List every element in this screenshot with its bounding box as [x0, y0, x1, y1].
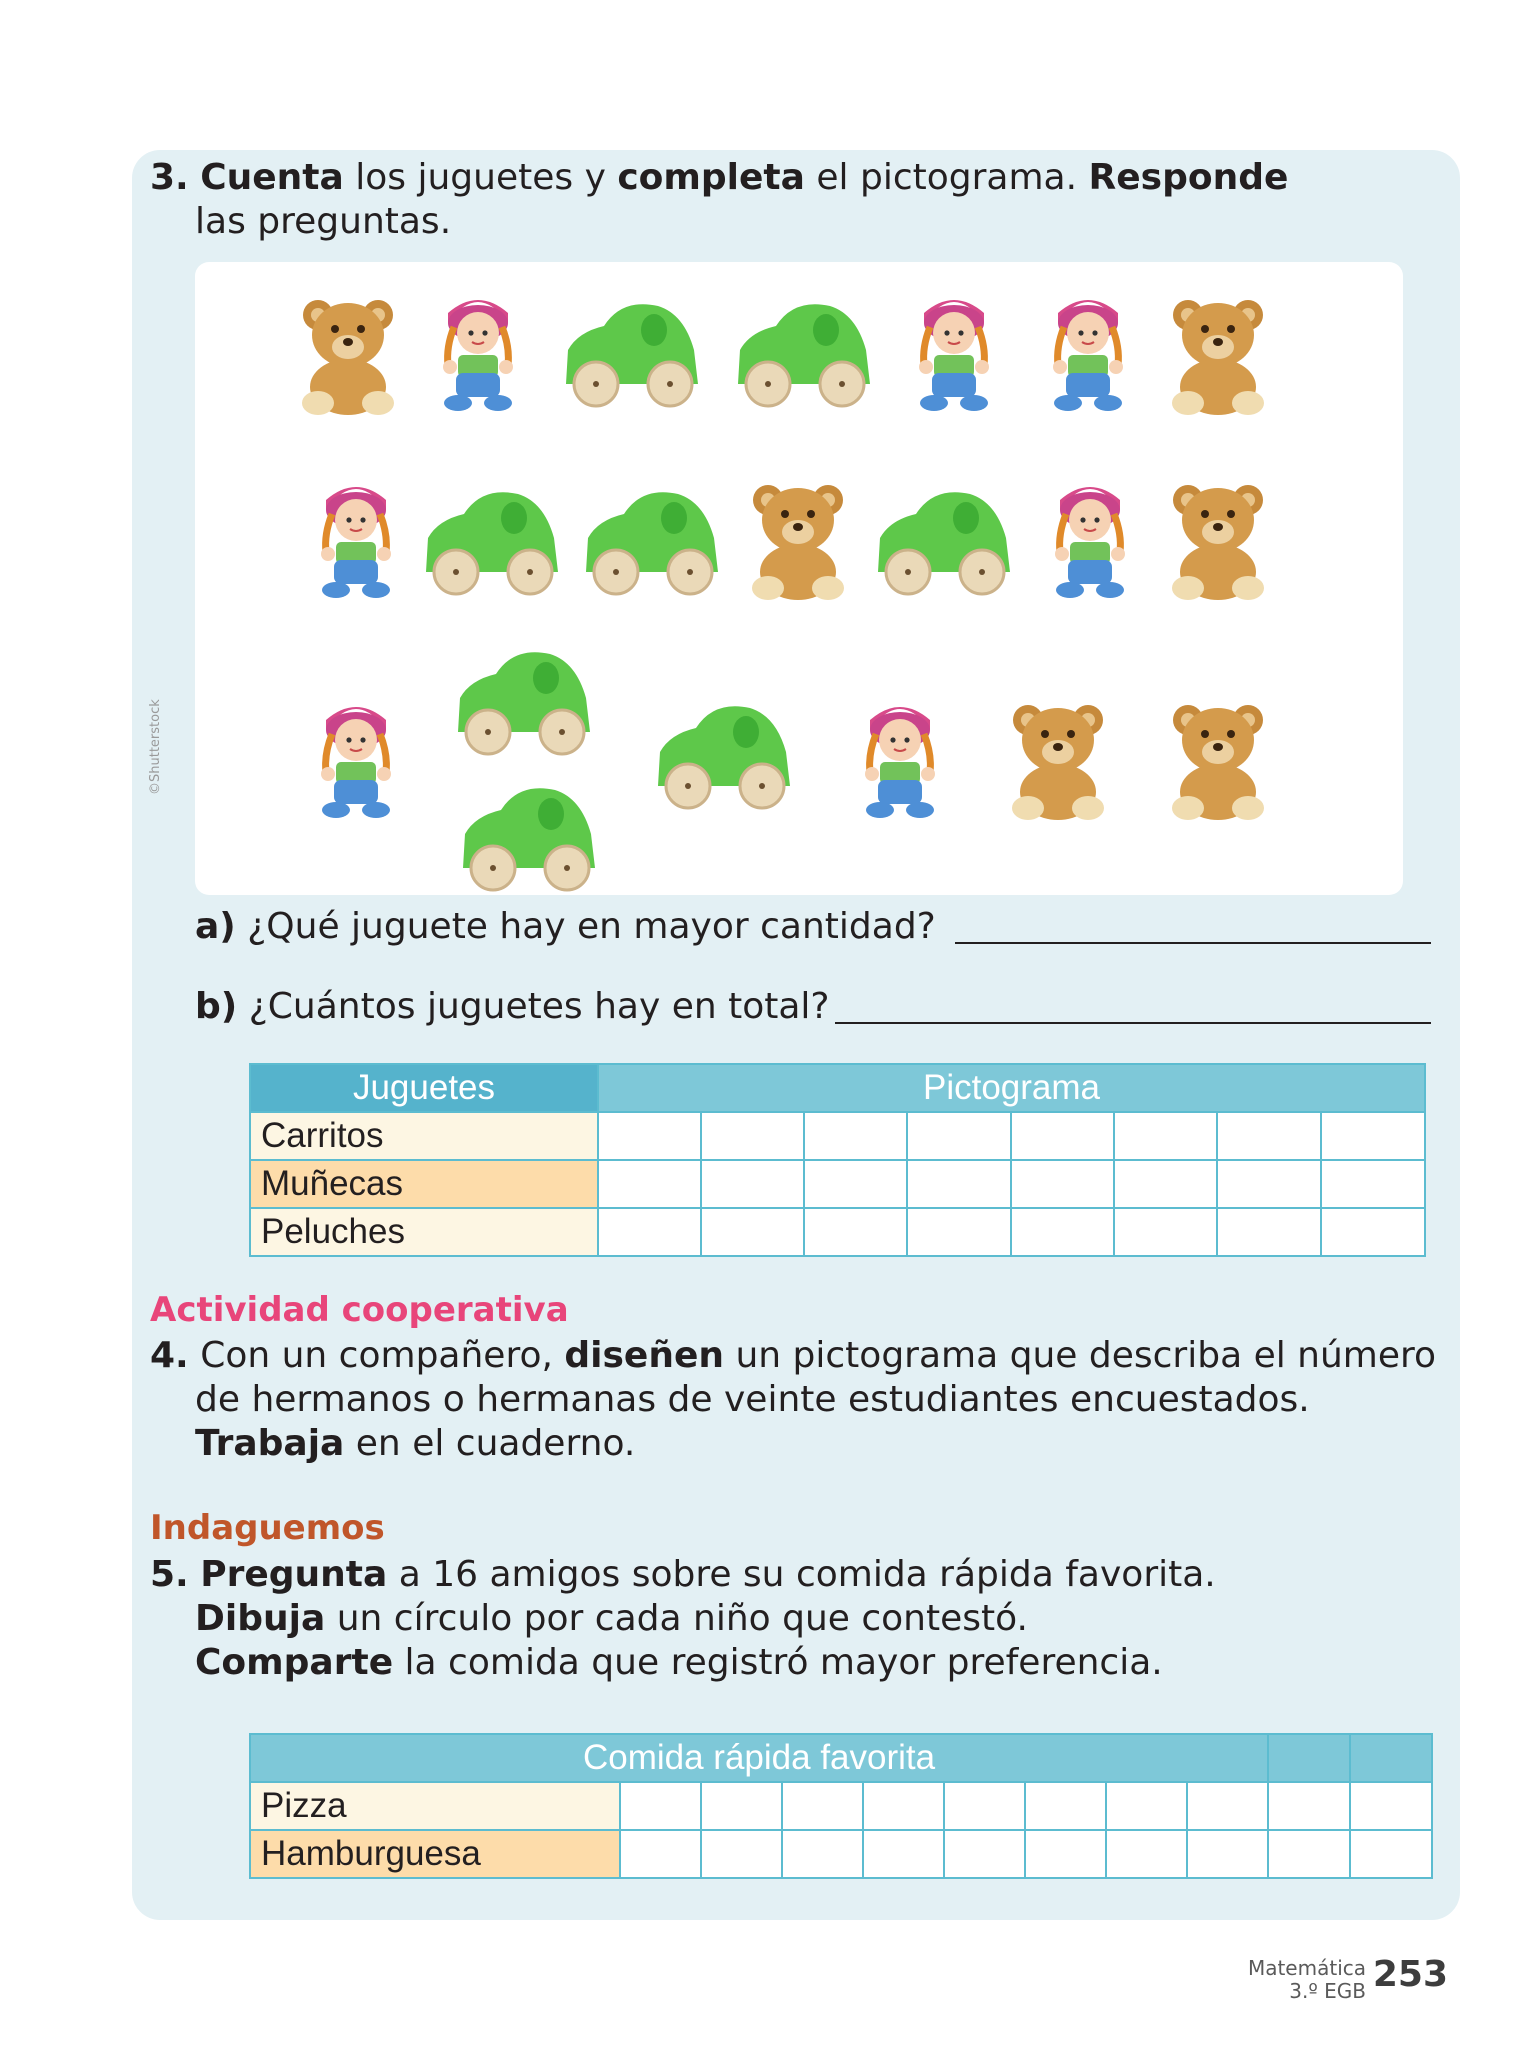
tally-cell[interactable] — [944, 1782, 1025, 1830]
teddy-bear-icon — [1158, 285, 1278, 417]
doll-icon — [840, 690, 960, 822]
header-pictogram: Pictograma — [598, 1064, 1425, 1112]
answer-b-line[interactable] — [835, 1022, 1431, 1024]
tally-cell[interactable] — [620, 1782, 701, 1830]
table-row — [250, 1782, 1432, 1830]
pictogram-cell[interactable] — [1321, 1160, 1425, 1208]
footer-grade: 3.º EGB — [1289, 1979, 1366, 2003]
exercise-4-line-2: de hermanos o hermanas de veinte estudiantes encuestados. — [195, 1379, 1310, 1420]
text: la comida que registró mayor preferencia. — [393, 1642, 1163, 1683]
tally-cell[interactable] — [620, 1830, 701, 1878]
tally-cell[interactable] — [782, 1830, 863, 1878]
doll-icon — [1028, 283, 1148, 415]
pictogram-cell[interactable] — [1217, 1160, 1321, 1208]
question-a-label: a) — [195, 906, 236, 947]
pictogram-cell[interactable] — [804, 1208, 907, 1256]
text: en el cuaderno. — [344, 1423, 636, 1464]
text: a 16 amigos sobre su comida rápida favorita. — [387, 1554, 1216, 1595]
exercise-4-line-3 — [195, 1422, 635, 1466]
tally-cell[interactable] — [1350, 1782, 1432, 1830]
page-number: 253 — [1372, 1954, 1448, 1995]
text: el pictograma. — [804, 157, 1089, 198]
toy-car-icon — [455, 772, 603, 894]
exercise-number: 5. — [150, 1554, 189, 1595]
doll-icon — [296, 470, 416, 602]
teddy-bear-icon — [288, 285, 408, 417]
teddy-bear-icon — [738, 470, 858, 602]
answer-a-line[interactable] — [955, 942, 1431, 944]
exercise-5-line-3 — [195, 1641, 1163, 1685]
table-row — [250, 1112, 1425, 1160]
doll-icon — [894, 283, 1014, 415]
toy-car-icon — [418, 476, 566, 598]
tally-cell[interactable] — [1025, 1782, 1106, 1830]
pictogram-cell[interactable] — [1217, 1208, 1321, 1256]
row-label-pizza: Pizza — [250, 1782, 620, 1830]
tally-cell[interactable] — [1106, 1830, 1187, 1878]
pictogram-cell[interactable] — [598, 1208, 701, 1256]
doll-icon — [418, 283, 538, 415]
pictogram-cell[interactable] — [1114, 1208, 1217, 1256]
question-b-text: ¿Cuántos juguetes hay en total? — [248, 986, 830, 1027]
tally-cell[interactable] — [782, 1782, 863, 1830]
pictogram-cell[interactable] — [1114, 1160, 1217, 1208]
text: Con un compañero, — [200, 1335, 565, 1376]
exercise-number: 4. — [150, 1335, 189, 1376]
verb-count: Cuenta — [200, 157, 344, 198]
pictogram-cell[interactable] — [598, 1112, 701, 1160]
exercise-number: 3. — [150, 157, 189, 198]
pictogram-cell[interactable] — [804, 1160, 907, 1208]
indaguemos-title: Indaguemos — [150, 1508, 385, 1548]
question-b — [195, 985, 830, 1029]
tally-cell[interactable] — [1106, 1782, 1187, 1830]
row-label-cars: Carritos — [250, 1112, 598, 1160]
pictogram-cell[interactable] — [1011, 1208, 1114, 1256]
header-toys: Juguetes — [250, 1064, 598, 1112]
tally-cell[interactable] — [1187, 1830, 1268, 1878]
table-row — [250, 1160, 1425, 1208]
tally-cell[interactable] — [863, 1830, 944, 1878]
header-fast-food: Comida rápida favorita — [250, 1734, 1268, 1782]
row-label-hamburger: Hamburguesa — [250, 1830, 620, 1878]
pictogram-cell[interactable] — [598, 1160, 701, 1208]
doll-icon — [1030, 470, 1150, 602]
pictogram-cell[interactable] — [1114, 1112, 1217, 1160]
toy-car-icon — [450, 636, 598, 758]
exercise-5-line-1 — [150, 1553, 1216, 1597]
table-row — [250, 1208, 1425, 1256]
tally-cell[interactable] — [1025, 1830, 1106, 1878]
pictogram-cell[interactable] — [907, 1160, 1011, 1208]
pictogram-cell[interactable] — [1011, 1160, 1114, 1208]
question-b-label: b) — [195, 986, 238, 1027]
pictogram-cell[interactable] — [907, 1208, 1011, 1256]
verb-share: Comparte — [195, 1642, 394, 1683]
exercise-5-line-2 — [195, 1597, 1028, 1641]
text: un pictograma que describa el número — [724, 1335, 1437, 1376]
tally-cell[interactable] — [1187, 1782, 1268, 1830]
fast-food-table — [249, 1733, 1433, 1879]
pictogram-cell[interactable] — [1321, 1208, 1425, 1256]
tally-cell[interactable] — [701, 1782, 782, 1830]
header-empty — [1268, 1734, 1350, 1782]
row-label-plush: Peluches — [250, 1208, 598, 1256]
pictogram-cell[interactable] — [701, 1208, 804, 1256]
footer-subject: Matemática — [1247, 1956, 1366, 1980]
photo-credit: ©Shutterstock — [148, 699, 163, 795]
toys-pictogram-table — [249, 1063, 1426, 1257]
cooperative-title: Actividad cooperativa — [150, 1290, 569, 1330]
verb-answer: Responde — [1088, 157, 1289, 198]
pictogram-cell[interactable] — [1011, 1112, 1114, 1160]
pictogram-cell[interactable] — [1321, 1112, 1425, 1160]
question-a — [195, 905, 936, 949]
pictogram-cell[interactable] — [701, 1160, 804, 1208]
toy-car-icon — [870, 476, 1018, 598]
pictogram-cell[interactable] — [1217, 1112, 1321, 1160]
verb-complete: completa — [617, 157, 805, 198]
exercise-3-line-1 — [150, 156, 1288, 200]
tally-cell[interactable] — [863, 1782, 944, 1830]
toy-car-icon — [650, 690, 798, 812]
teddy-bear-icon — [998, 690, 1118, 822]
header-empty — [1350, 1734, 1432, 1782]
pictogram-cell[interactable] — [907, 1112, 1011, 1160]
question-a-text: ¿Qué juguete hay en mayor cantidad? — [247, 906, 936, 947]
text: un círculo por cada niño que contestó. — [325, 1598, 1028, 1639]
teddy-bear-icon — [1158, 690, 1278, 822]
text: los juguetes y — [343, 157, 618, 198]
row-label-dolls: Muñecas — [250, 1160, 598, 1208]
exercise-3-line-2: las preguntas. — [195, 201, 452, 242]
exercise-4-line-1 — [150, 1334, 1436, 1378]
toy-car-icon — [730, 288, 878, 410]
teddy-bear-icon — [1158, 470, 1278, 602]
toy-car-icon — [558, 288, 706, 410]
tally-cell[interactable] — [944, 1830, 1025, 1878]
verb-ask: Pregunta — [200, 1554, 388, 1595]
pictogram-cell[interactable] — [701, 1112, 804, 1160]
doll-icon — [296, 690, 416, 822]
tally-cell[interactable] — [1268, 1830, 1350, 1878]
table-row — [250, 1830, 1432, 1878]
verb-draw: Dibuja — [195, 1598, 326, 1639]
verb-work: Trabaja — [195, 1423, 345, 1464]
pictogram-cell[interactable] — [804, 1112, 907, 1160]
tally-cell[interactable] — [701, 1830, 782, 1878]
tally-cell[interactable] — [1350, 1830, 1432, 1878]
tally-cell[interactable] — [1268, 1782, 1350, 1830]
toy-car-icon — [578, 476, 726, 598]
verb-design: diseñen — [564, 1335, 725, 1376]
